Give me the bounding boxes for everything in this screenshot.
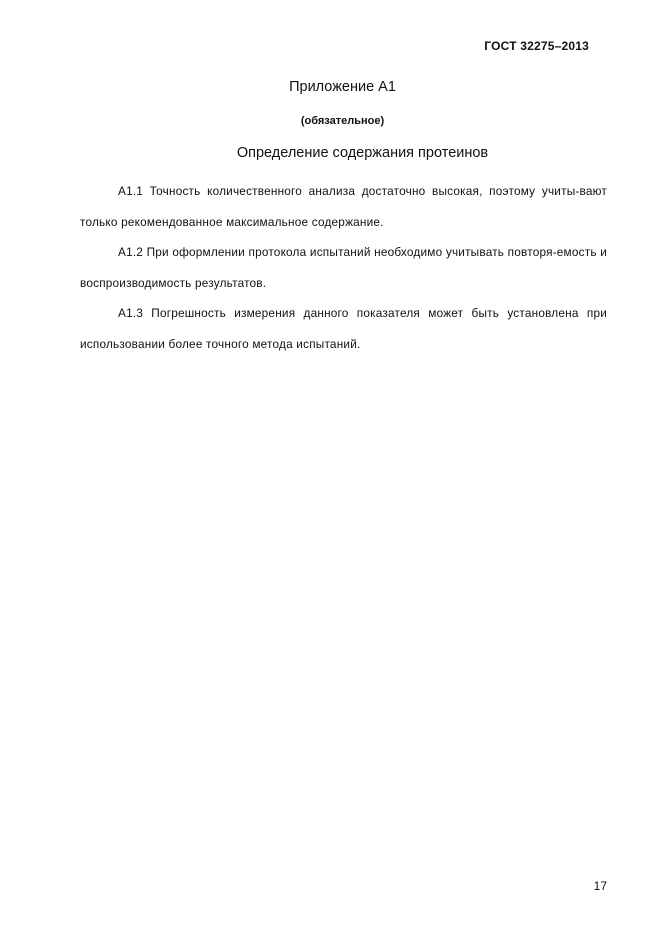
paragraph-a1-2: А1.2 При оформлении протокола испытаний необходимо учитывать повторя-емость и воспроизводимость результатов. [80, 245, 607, 290]
annex-status: (обязательное) [300, 115, 385, 127]
annex-body-text [80, 176, 607, 360]
document-code: ГОСТ 32275–2013 [484, 39, 589, 53]
section-title: Определение содержания протеинов [236, 145, 489, 161]
paragraph-a1-1: А1.1 Точность количественного анализа достаточно высокая, поэтому учиты-вают только рекомендованное максимальное содержание. [80, 184, 607, 229]
annex-title: Приложение А1 [289, 79, 396, 95]
paragraph-a1-3: А1.3 Погрешность измерения данного показателя может быть установлена при использовании более точного метода испытаний. [80, 306, 607, 351]
page-number: 17 [593, 879, 607, 893]
